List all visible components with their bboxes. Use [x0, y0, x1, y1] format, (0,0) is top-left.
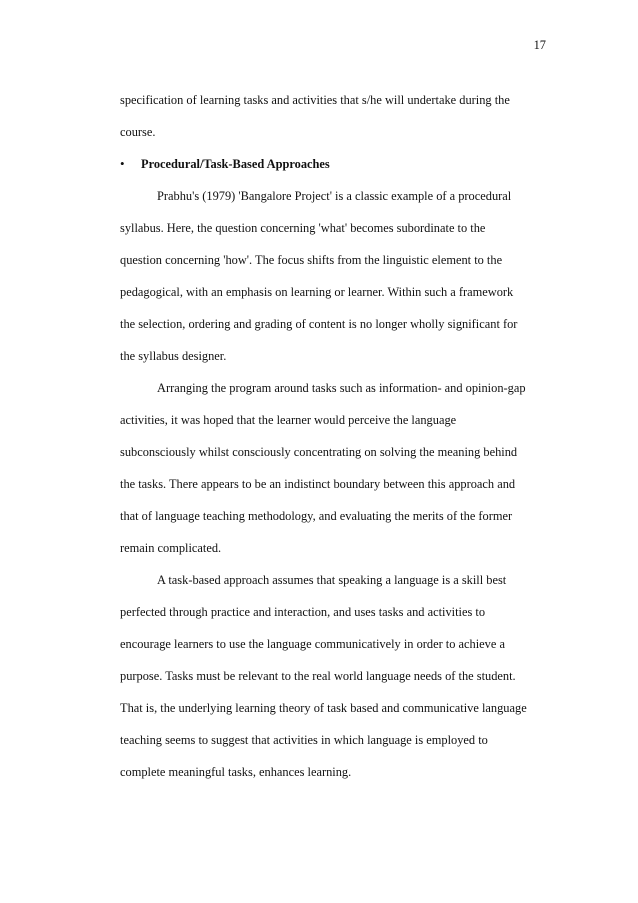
text-line: encourage learners to use the language communicatively in order to achieve a: [120, 637, 505, 651]
text-line: teaching seems to suggest that activities in which language is employed to: [120, 733, 488, 747]
text-line: pedagogical, with an emphasis on learning or learner. Within such a framework: [120, 285, 514, 299]
text-line: A task-based approach assumes that speaking a language is a skill best: [157, 573, 507, 587]
page-number: 17: [533, 38, 546, 52]
text-line: Prabhu's (1979) 'Bangalore Project' is a classic example of a procedural: [157, 189, 512, 203]
text-line: course.: [120, 125, 156, 139]
text-line: remain complicated.: [120, 541, 222, 555]
text-line: the selection, ordering and grading of content is no longer wholly significant for: [120, 317, 518, 331]
text-line: complete meaningful tasks, enhances learning.: [120, 765, 352, 779]
text-line: activities, it was hoped that the learner would perceive the language: [120, 413, 457, 427]
bullet-icon: •: [120, 156, 125, 171]
text-line: syllabus. Here, the question concerning 'what' becomes subordinate to the: [120, 221, 486, 235]
text-line: specification of learning tasks and activities that s/he will undertake during the: [120, 93, 510, 107]
section-heading-text: Procedural/Task-Based Approaches: [141, 157, 330, 171]
section-heading: [120, 152, 550, 184]
paragraph-1: [120, 184, 550, 376]
document-body: [120, 88, 550, 792]
text-line: question concerning 'how'. The focus shifts from the linguistic element to the: [120, 253, 503, 267]
text-line: subconsciously whilst consciously concentrating on solving the meaning behind: [120, 445, 518, 459]
text-line: Arranging the program around tasks such as information- and opinion-gap: [157, 381, 526, 395]
text-line: purpose. Tasks must be relevant to the real world language needs of the student.: [120, 669, 516, 683]
text-line: the tasks. There appears to be an indistinct boundary between this approach and: [120, 477, 516, 491]
text-line: the syllabus designer.: [120, 349, 227, 363]
text-line: perfected through practice and interaction, and uses tasks and activities to: [120, 605, 486, 619]
text-line: That is, the underlying learning theory of task based and communicative language: [120, 701, 527, 715]
paragraph-3: [120, 568, 550, 792]
paragraph-2: [120, 376, 550, 568]
text-line: that of language teaching methodology, and evaluating the merits of the former: [120, 509, 513, 523]
intro-paragraph: [120, 88, 550, 152]
